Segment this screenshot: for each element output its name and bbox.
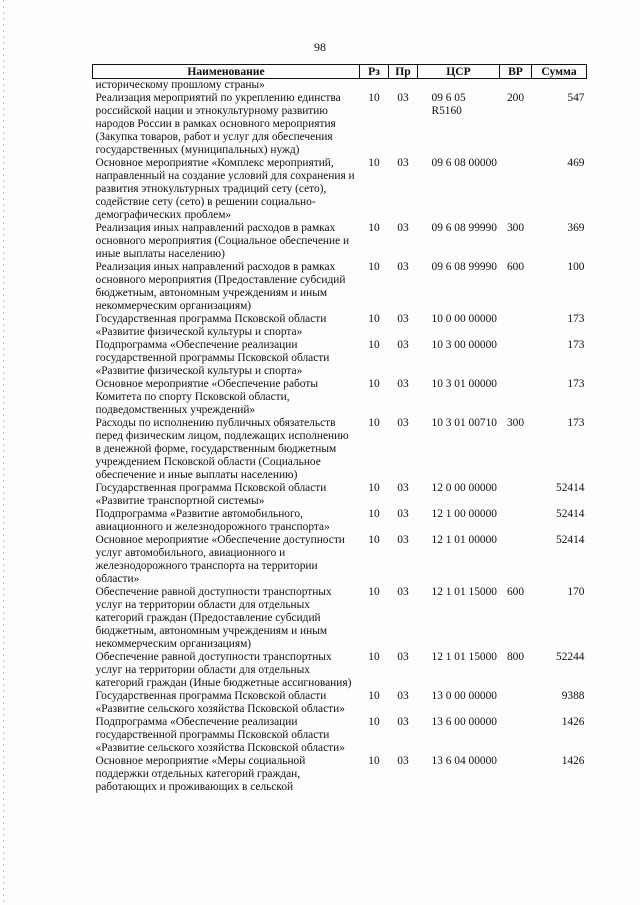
cell-csr: 09 6 08 99990: [431, 222, 497, 234]
cell-rz: 10: [368, 690, 380, 702]
cell-pr: 03: [397, 339, 409, 351]
cell-csr: 10 3 01 00000: [431, 378, 497, 390]
cell-rz: 10: [368, 92, 380, 104]
cell-sum: 170: [567, 586, 585, 598]
cell-vr: [500, 313, 532, 339]
cell-vr: [500, 157, 532, 222]
cell-csr: 10 0 00 00000: [431, 313, 497, 325]
cell-vr: 600: [506, 261, 525, 273]
cell-rz: 10: [368, 482, 380, 494]
cell-vr: 600: [506, 586, 525, 598]
cell-csr: 10 3 00 00000: [431, 339, 497, 351]
table-row: [93, 508, 587, 534]
cell-name: Обеспечение равной доступности транспортных услуг на территории области для отдельных категорий граждан (Иные бюджетные ассигнования): [95, 651, 352, 689]
cell-pr: 03: [397, 157, 409, 169]
cell-sum: 469: [567, 157, 585, 169]
cell-name: Обеспечение равной доступности транспортных услуг на территории области для отдельных категорий граждан (Предоставление субсидий бюджетным, автономным учреждениям и иным некоммерческим организациям): [95, 586, 332, 650]
cell-sum: 369: [567, 222, 585, 234]
cell-pr: 03: [397, 508, 409, 520]
cell-name: историческому прошлому страны»: [95, 79, 265, 91]
table-row: [93, 716, 587, 755]
cell-csr: 12 0 00 00000: [431, 482, 497, 494]
cell-rz: 10: [368, 378, 380, 390]
cell-rz: [360, 79, 389, 93]
cell-name: Подпрограмма «Обеспечение реализации государственной программы Псковской области «Развитие сельского хозяйства Псковской области»: [95, 716, 345, 754]
cell-pr: [389, 79, 418, 93]
table-row: [93, 222, 587, 261]
cell-pr: 03: [397, 534, 409, 546]
cell-vr: [500, 482, 532, 508]
cell-name: Основное мероприятие «Меры социальной поддержки отдельных категорий граждан, работающих и проживающих в сельской: [95, 755, 306, 793]
table-row: [93, 157, 587, 222]
cell-vr: [500, 755, 532, 794]
budget-table: [92, 64, 587, 794]
cell-sum: 1426: [561, 755, 585, 767]
cell-vr: [500, 508, 532, 534]
cell-csr: 12 1 01 00000: [431, 534, 497, 546]
table-row: [93, 378, 587, 417]
cell-sum: 100: [567, 261, 585, 273]
header-name: Наименование: [93, 65, 360, 79]
cell-rz: 10: [368, 716, 380, 728]
cell-sum: 173: [567, 378, 585, 390]
cell-name: Государственная программа Псковской области «Развитие физической культуры и спорта»: [95, 313, 327, 338]
header-csr: ЦСР: [418, 65, 500, 79]
cell-rz: 10: [368, 755, 380, 767]
cell-pr: 03: [397, 222, 409, 234]
table-row: [93, 79, 587, 93]
cell-pr: 03: [397, 716, 409, 728]
cell-rz: 10: [368, 157, 380, 169]
cell-csr: 13 6 00 00000: [431, 716, 497, 728]
cell-csr: 13 6 04 00000: [431, 755, 497, 767]
cell-sum: 1426: [561, 716, 585, 728]
cell-vr: [500, 79, 532, 93]
cell-pr: 03: [397, 378, 409, 390]
cell-sum: 547: [567, 92, 585, 104]
table-row: [93, 534, 587, 586]
table-row: [93, 417, 587, 482]
cell-rz: 10: [368, 313, 380, 325]
cell-vr: 800: [506, 651, 525, 663]
cell-sum: 173: [567, 417, 585, 429]
scan-edge: [3, 0, 4, 905]
page-number: 98: [314, 40, 326, 54]
cell-csr: 09 6 05 R5160: [431, 92, 466, 117]
cell-pr: 03: [397, 313, 409, 325]
cell-csr: 10 3 01 00710: [431, 417, 497, 429]
cell-vr: [500, 716, 532, 755]
cell-name: Государственная программа Псковской области «Развитие транспортной системы»: [95, 482, 327, 507]
cell-csr: 12 1 01 15000: [431, 586, 497, 598]
cell-name: Подпрограмма «Развитие автомобильного, авиационного и железнодорожного транспорта»: [95, 508, 330, 533]
cell-rz: 10: [368, 534, 380, 546]
cell-csr: 09 6 08 00000: [431, 157, 497, 169]
cell-name: Основное мероприятие «Обеспечение работы Комитета по спорту Псковской области, подведомственных учреждений»: [95, 378, 318, 416]
cell-vr: [500, 534, 532, 586]
header-sum: Сумма: [532, 65, 587, 79]
cell-pr: 03: [397, 417, 409, 429]
cell-name: Расходы по исполнению публичных обязательств перед физическим лицом, подлежащих исполнению в денежной форме, государственным бюджетным учреждением Псковской области (Социальное обеспечение и иные выплаты населению): [95, 417, 349, 481]
cell-vr: 300: [506, 222, 525, 234]
table-row: [93, 261, 587, 313]
table-row: [93, 313, 587, 339]
table-row: [93, 92, 587, 157]
cell-csr: 12 1 00 00000: [431, 508, 497, 520]
cell-vr: [500, 690, 532, 716]
header-rz: Рз: [360, 65, 389, 79]
cell-sum: 52414: [556, 482, 585, 494]
cell-rz: 10: [368, 261, 380, 273]
cell-rz: 10: [368, 508, 380, 520]
cell-name: Государственная программа Псковской области «Развитие сельского хозяйства Псковской области»: [95, 690, 345, 715]
cell-name: Основное мероприятие «Комплекс мероприятий, направленный на создание условий для сохранения и развития этнокультурных традиций сету (сето), содействие сету (сето) в решении социально-демографических проблем»: [95, 157, 355, 221]
cell-csr: 12 1 01 15000: [431, 651, 497, 663]
cell-name: Реализация мероприятий по укреплению единства российской нации и этнокультурному развитию народов России в рамках основного мероприятия (Закупка товаров, работ и услуг для обеспечения государственных (муниципальных) нужд): [95, 92, 341, 156]
cell-sum: 52244: [556, 651, 585, 663]
cell-pr: 03: [397, 651, 409, 663]
cell-vr: [500, 339, 532, 378]
cell-pr: 03: [397, 586, 409, 598]
table-row: [93, 755, 587, 794]
table-row: [93, 651, 587, 690]
cell-sum: 9388: [561, 690, 585, 702]
table-row: [93, 690, 587, 716]
cell-name: Реализация иных направлений расходов в рамках основного мероприятия (Предоставление субсидий бюджетным, автономным учреждениям и иным некоммерческим организациям): [95, 261, 346, 312]
cell-name: Подпрограмма «Обеспечение реализации государственной программы Псковской области «Развитие физической культуры и спорта»: [95, 339, 330, 377]
cell-pr: 03: [397, 261, 409, 273]
cell-rz: 10: [368, 339, 380, 351]
cell-rz: 10: [368, 222, 380, 234]
cell-name: Основное мероприятие «Обеспечение доступности услуг автомобильного, авиационного и железнодорожного транспорта на территории области»: [95, 534, 345, 585]
cell-pr: 03: [397, 92, 409, 104]
cell-sum: 173: [567, 339, 585, 351]
cell-csr: [418, 79, 500, 93]
table-row: [93, 339, 587, 378]
cell-sum: 52414: [556, 508, 585, 520]
cell-pr: 03: [397, 690, 409, 702]
table-row: [93, 586, 587, 651]
cell-pr: 03: [397, 755, 409, 767]
cell-vr: [500, 378, 532, 417]
cell-sum: 173: [567, 313, 585, 325]
table-row: [93, 482, 587, 508]
table-header-row: [93, 65, 587, 79]
cell-csr: 09 6 08 99990: [431, 261, 497, 273]
cell-name: Реализация иных направлений расходов в рамках основного мероприятия (Социальное обеспечение и иные выплаты населению): [95, 222, 350, 260]
cell-vr: 200: [506, 92, 525, 104]
cell-csr: 13 0 00 00000: [431, 690, 497, 702]
cell-sum: [532, 79, 587, 93]
cell-rz: 10: [368, 586, 380, 598]
cell-rz: 10: [368, 417, 380, 429]
cell-pr: 03: [397, 482, 409, 494]
header-pr: Пр: [389, 65, 418, 79]
cell-rz: 10: [368, 651, 380, 663]
cell-sum: 52414: [556, 534, 585, 546]
cell-vr: 300: [506, 417, 525, 429]
header-vr: ВР: [500, 65, 532, 79]
